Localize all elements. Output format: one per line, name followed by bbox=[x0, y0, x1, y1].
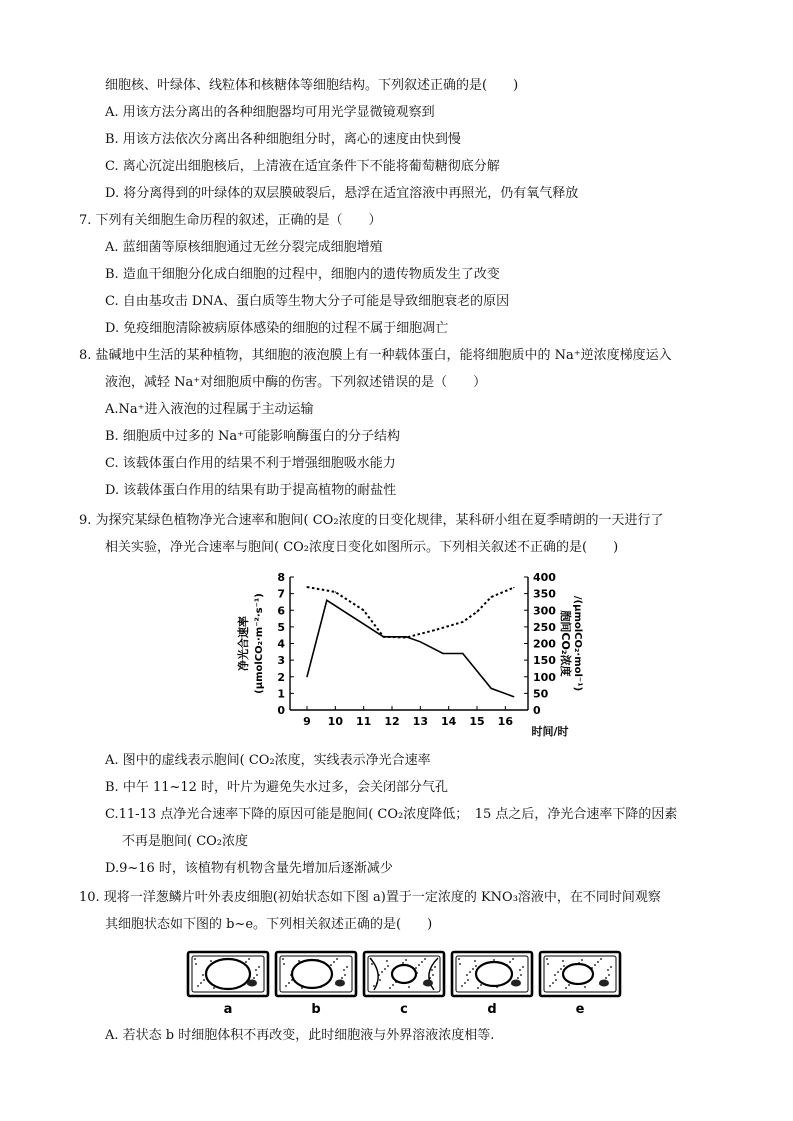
x-tick-label: 16 bbox=[497, 715, 513, 728]
nucleus bbox=[599, 980, 609, 987]
cytoplasm-dot bbox=[552, 982, 554, 984]
q8-option-a: A.Na⁺进入液泡的过程属于主动运输 bbox=[105, 402, 314, 417]
cytoplasm-dot bbox=[584, 986, 586, 988]
q10-stem-line2: 其细胞状态如下图的 b~e。下列相关叙述正确的是( ) bbox=[105, 917, 433, 932]
q7-option-b: B. 造血干细胞分化成白细胞的过程中，细胞内的遗传物质发生了改变 bbox=[105, 267, 500, 282]
q6-option-d: D. 将分离得到的叶绿体的双层膜破裂后，悬浮在适宜溶液中再照光，仍有氧气释放 bbox=[105, 186, 579, 201]
cytoplasm-dot bbox=[458, 958, 460, 960]
left-tick-label: 0 bbox=[277, 704, 285, 717]
x-tick-label: 9 bbox=[303, 715, 311, 728]
x-tick-label: 14 bbox=[441, 715, 457, 728]
q8-stem-line2: 液泡，减轻 Na⁺对细胞质中酶的伤害。下列叙述错误的是（ ） bbox=[105, 375, 487, 390]
cell-label: a bbox=[223, 1002, 233, 1017]
vacuole bbox=[563, 964, 593, 984]
left-tick-label: 5 bbox=[277, 620, 285, 634]
vacuole bbox=[206, 959, 250, 989]
cytoplasm-dot bbox=[418, 964, 420, 966]
x-axis-label: 时间/时 bbox=[531, 725, 569, 738]
q10-option-a: A. 若状态 b 时细胞体积不再改变，此时细胞液与外界溶液浓度相等. bbox=[105, 1028, 495, 1043]
cytoplasm-dot bbox=[389, 987, 391, 989]
onion-cells-figure bbox=[184, 948, 614, 1018]
q7-option-c: C. 自由基攻击 DNA、蛋白质等生物大分子可能是导致细胞衰老的原因 bbox=[105, 294, 510, 309]
co2-data-point bbox=[462, 621, 463, 622]
cytoplasm-dot bbox=[467, 979, 469, 981]
cell-e bbox=[540, 952, 620, 1017]
cytoplasm-dot bbox=[565, 987, 567, 989]
cell-label: c bbox=[400, 1002, 408, 1017]
cell-b bbox=[276, 952, 356, 1017]
cytoplasm-dot bbox=[520, 974, 522, 976]
cytoplasm-dot bbox=[371, 963, 373, 965]
cytoplasm-dot bbox=[560, 968, 562, 970]
left-tick-label: 6 bbox=[277, 604, 285, 618]
cytoplasm-dot bbox=[608, 974, 610, 976]
cytoplasm-dot bbox=[610, 966, 612, 968]
photosynthesis-co2-chart bbox=[228, 567, 583, 747]
cytoplasm-dot bbox=[288, 982, 290, 984]
nucleus bbox=[511, 980, 521, 987]
photosynthesis-data-point bbox=[420, 641, 421, 642]
cytoplasm-dot bbox=[298, 960, 300, 962]
co2-data-point bbox=[306, 586, 307, 587]
cytoplasm-dot bbox=[607, 969, 609, 971]
cytoplasm-dot bbox=[469, 971, 471, 973]
co2-data-point bbox=[383, 636, 384, 637]
vacuole bbox=[392, 965, 416, 983]
right-axis-unit: /(μmolCO₂·mol⁻¹) bbox=[572, 595, 583, 692]
cytoplasm-dot bbox=[384, 968, 386, 970]
cytoplasm-dot bbox=[431, 969, 433, 971]
nucleus bbox=[335, 980, 345, 987]
cytoplasm-dot bbox=[386, 960, 388, 962]
cytoplasm-dot bbox=[522, 966, 524, 968]
co2-data-point bbox=[491, 596, 492, 597]
q8-stem-line1: 8. 盐碱地中生活的某种植物，其细胞的液泡膜上有一种载体蛋白，能将细胞质中的 Na⁺逆浓度梯度运入 bbox=[79, 348, 672, 363]
co2-data-point bbox=[434, 630, 435, 631]
q6-option-a: A. 用该方法分离出的各种细胞器均可用光学显微镜观察到 bbox=[105, 105, 435, 120]
co2-data-point bbox=[406, 637, 407, 638]
cytoplasm-dot bbox=[336, 958, 338, 960]
q6-stem-continuation: 细胞核、叶绿体、线粒体和核糖体等细胞结构。下列叙述正确的是( ) bbox=[105, 78, 519, 93]
cytoplasm-dot bbox=[373, 985, 375, 987]
cell-label: e bbox=[575, 1002, 585, 1017]
cytoplasm-dot bbox=[197, 985, 199, 987]
q9-option-c-line2: 不再是胞间( CO₂浓度 bbox=[122, 834, 249, 849]
left-axis-label: 净光合速率 bbox=[237, 616, 250, 671]
cytoplasm-dot bbox=[549, 985, 551, 987]
q8-option-d: D. 该载体蛋白作用的结果有助于提高植物的耐盐性 bbox=[105, 483, 397, 498]
right-tick-label: 400 bbox=[533, 571, 556, 584]
left-tick-label: 7 bbox=[277, 587, 285, 601]
cytoplasm-dot bbox=[256, 974, 258, 976]
cytoplasm-dot bbox=[344, 974, 346, 976]
cytoplasm-dot bbox=[568, 984, 570, 986]
cytoplasm-dot bbox=[379, 979, 381, 981]
left-tick-label: 1 bbox=[277, 687, 285, 701]
cell-c bbox=[364, 952, 444, 1017]
photosynthesis-data-point bbox=[491, 688, 492, 689]
right-tick-label: 200 bbox=[533, 637, 556, 651]
photosynthesis-data-point bbox=[442, 653, 443, 654]
cytoplasm-dot bbox=[195, 963, 197, 965]
cytoplasm-dot bbox=[245, 961, 247, 963]
cell-a bbox=[188, 952, 268, 1017]
cytoplasm-dot bbox=[253, 977, 255, 979]
q7-stem: 7. 下列有关细胞生命历程的叙述，正确的是（ ） bbox=[79, 213, 382, 228]
q9-option-a: A. 图中的虚线表示胞间( CO₂浓度，实线表示净光合速率 bbox=[105, 753, 431, 768]
cytoplasm-dot bbox=[392, 984, 394, 986]
cytoplasm-dot bbox=[408, 986, 410, 988]
co2-data-point bbox=[513, 587, 514, 588]
right-tick-label: 250 bbox=[533, 620, 556, 634]
q7-option-a: A. 蓝细菌等原核细胞通过无丝分裂完成细胞增殖 bbox=[105, 240, 383, 255]
left-tick-label: 8 bbox=[277, 571, 285, 584]
cytoplasm-dot bbox=[415, 967, 417, 969]
right-tick-label: 300 bbox=[533, 604, 556, 618]
q9-stem-line2: 相关实验，净光合速率与胞间( CO₂浓度日变化如图所示。下列相关叙述不正确的是( ) bbox=[105, 540, 619, 555]
nucleus bbox=[423, 980, 433, 987]
co2-data-point bbox=[476, 611, 477, 612]
cytoplasm-dot bbox=[283, 963, 285, 965]
co2-data-point bbox=[335, 591, 336, 592]
left-tick-label: 3 bbox=[277, 654, 285, 668]
cytoplasm-dot bbox=[464, 982, 466, 984]
cytoplasm-dot bbox=[517, 977, 519, 979]
cytoplasm-dot bbox=[459, 963, 461, 965]
cytoplasm-dot bbox=[200, 982, 202, 984]
co2-data-point bbox=[363, 610, 364, 611]
q7-option-d: D. 免疫细胞清除被病原体感染的细胞的过程不属于细胞凋亡 bbox=[105, 321, 449, 336]
cytoplasm-dot bbox=[330, 964, 332, 966]
cytoplasm-dot bbox=[282, 958, 284, 960]
cytoplasm-dot bbox=[210, 960, 212, 962]
cytoplasm-dot bbox=[546, 958, 548, 960]
cytoplasm-dot bbox=[475, 965, 477, 967]
photosynthesis-data-point bbox=[326, 600, 327, 601]
photosynthesis-data-point bbox=[306, 676, 307, 677]
cytoplasm-dot bbox=[421, 961, 423, 963]
cytoplasm-dot bbox=[480, 984, 482, 986]
right-tick-label: 100 bbox=[533, 670, 556, 684]
q9-option-b: B. 中午 11~12 时，叶片为避免失水过多，会关闭部分气孔 bbox=[105, 780, 449, 795]
cytoplasm-dot bbox=[424, 958, 426, 960]
cytoplasm-dot bbox=[477, 987, 479, 989]
left-tick-label: 2 bbox=[277, 670, 285, 684]
x-tick-label: 11 bbox=[356, 715, 372, 728]
cytoplasm-dot bbox=[512, 958, 514, 960]
cytoplasm-dot bbox=[474, 960, 476, 962]
right-tick-label: 350 bbox=[533, 587, 556, 601]
cytoplasm-dot bbox=[343, 969, 345, 971]
cytoplasm-dot bbox=[341, 977, 343, 979]
photosynthesis-data-point bbox=[462, 653, 463, 654]
cell-d bbox=[452, 952, 532, 1017]
cytoplasm-dot bbox=[202, 974, 204, 976]
cytoplasm-dot bbox=[405, 959, 407, 961]
q9-option-d: D.9~16 时，该植物有机物含量先增加后逐渐减少 bbox=[105, 861, 393, 876]
cytoplasm-dot bbox=[597, 961, 599, 963]
cytoplasm-dot bbox=[248, 958, 250, 960]
x-tick-label: 12 bbox=[384, 715, 400, 728]
cytoplasm-dot bbox=[555, 979, 557, 981]
q6-option-b: B. 用该方法依次分离出各种细胞组分时，离心的速度由快到慢 bbox=[105, 132, 461, 147]
vacuole bbox=[476, 962, 512, 986]
q9-option-c-line1: C.11-13 点净光合速率下降的原因可能是胞间( CO₂浓度降低； 15 点之后，净光合速率下降的因素 bbox=[105, 807, 678, 822]
q8-option-b: B. 细胞质中过多的 Na⁺可能影响酶蛋白的分子结构 bbox=[105, 429, 400, 444]
cell-label: b bbox=[311, 1002, 321, 1017]
cytoplasm-dot bbox=[554, 974, 556, 976]
cytoplasm-dot bbox=[557, 971, 559, 973]
right-tick-label: 150 bbox=[533, 654, 556, 668]
co2-concentration-line bbox=[307, 587, 514, 638]
x-tick-label: 13 bbox=[412, 715, 428, 728]
right-tick-label: 0 bbox=[533, 704, 541, 717]
cytoplasm-dot bbox=[605, 977, 607, 979]
left-tick-label: 4 bbox=[277, 637, 285, 651]
cytoplasm-dot bbox=[255, 969, 257, 971]
cytoplasm-dot bbox=[600, 958, 602, 960]
cytoplasm-dot bbox=[563, 965, 565, 967]
cytoplasm-dot bbox=[581, 959, 583, 961]
q8-option-c: C. 该载体蛋白作用的结果不利于增强细胞吸水能力 bbox=[105, 456, 396, 471]
cytoplasm-dot bbox=[461, 985, 463, 987]
cell-label: d bbox=[487, 1002, 497, 1017]
photosynthesis-data-point bbox=[513, 696, 514, 697]
cytoplasm-dot bbox=[387, 965, 389, 967]
cytoplasm-dot bbox=[285, 985, 287, 987]
cytoplasm-dot bbox=[203, 979, 205, 981]
x-tick-label: 15 bbox=[469, 715, 485, 728]
cytoplasm-dot bbox=[432, 974, 434, 976]
cytoplasm-dot bbox=[562, 960, 564, 962]
cytoplasm-dot bbox=[434, 966, 436, 968]
cytoplasm-dot bbox=[547, 963, 549, 965]
left-axis-unit: (μmolCO₂·m⁻²·s⁻¹) bbox=[254, 593, 265, 694]
vacuole bbox=[292, 960, 332, 988]
cytoplasm-dot bbox=[509, 961, 511, 963]
cytoplasm-dot bbox=[258, 966, 260, 968]
cytoplasm-dot bbox=[346, 966, 348, 968]
right-tick-label: 50 bbox=[533, 687, 549, 701]
x-tick-label: 10 bbox=[327, 715, 343, 728]
cytoplasm-dot bbox=[194, 958, 196, 960]
cytoplasm-dot bbox=[213, 987, 215, 989]
cytoplasm-dot bbox=[519, 969, 521, 971]
q9-stem-line1: 9. 为探究某绿色植物净光合速率和胞间( CO₂浓度的日变化规律，某科研小组在夏季晴朗的一天进行了 bbox=[79, 513, 664, 528]
cytoplasm-dot bbox=[594, 964, 596, 966]
cytoplasm-dot bbox=[333, 961, 335, 963]
cytoplasm-dot bbox=[466, 974, 468, 976]
cytoplasm-dot bbox=[472, 968, 474, 970]
q10-stem-line1: 10. 现将一洋葱鳞片叶外表皮细胞(初始状态如下图 a)置于一定浓度的 KNO₃溶液中，在不同时间观察 bbox=[79, 890, 661, 905]
q6-option-c: C. 离心沉淀出细胞核后，上清液在适宜条件下不能将葡萄糖彻底分解 bbox=[105, 159, 500, 174]
right-axis-label: 胞间CO₂浓度 bbox=[559, 610, 572, 677]
cytoplasm-dot bbox=[493, 959, 495, 961]
cytoplasm-dot bbox=[402, 962, 404, 964]
nucleus bbox=[247, 980, 257, 987]
net-photosynthesis-line bbox=[307, 600, 514, 696]
cytoplasm-dot bbox=[381, 971, 383, 973]
